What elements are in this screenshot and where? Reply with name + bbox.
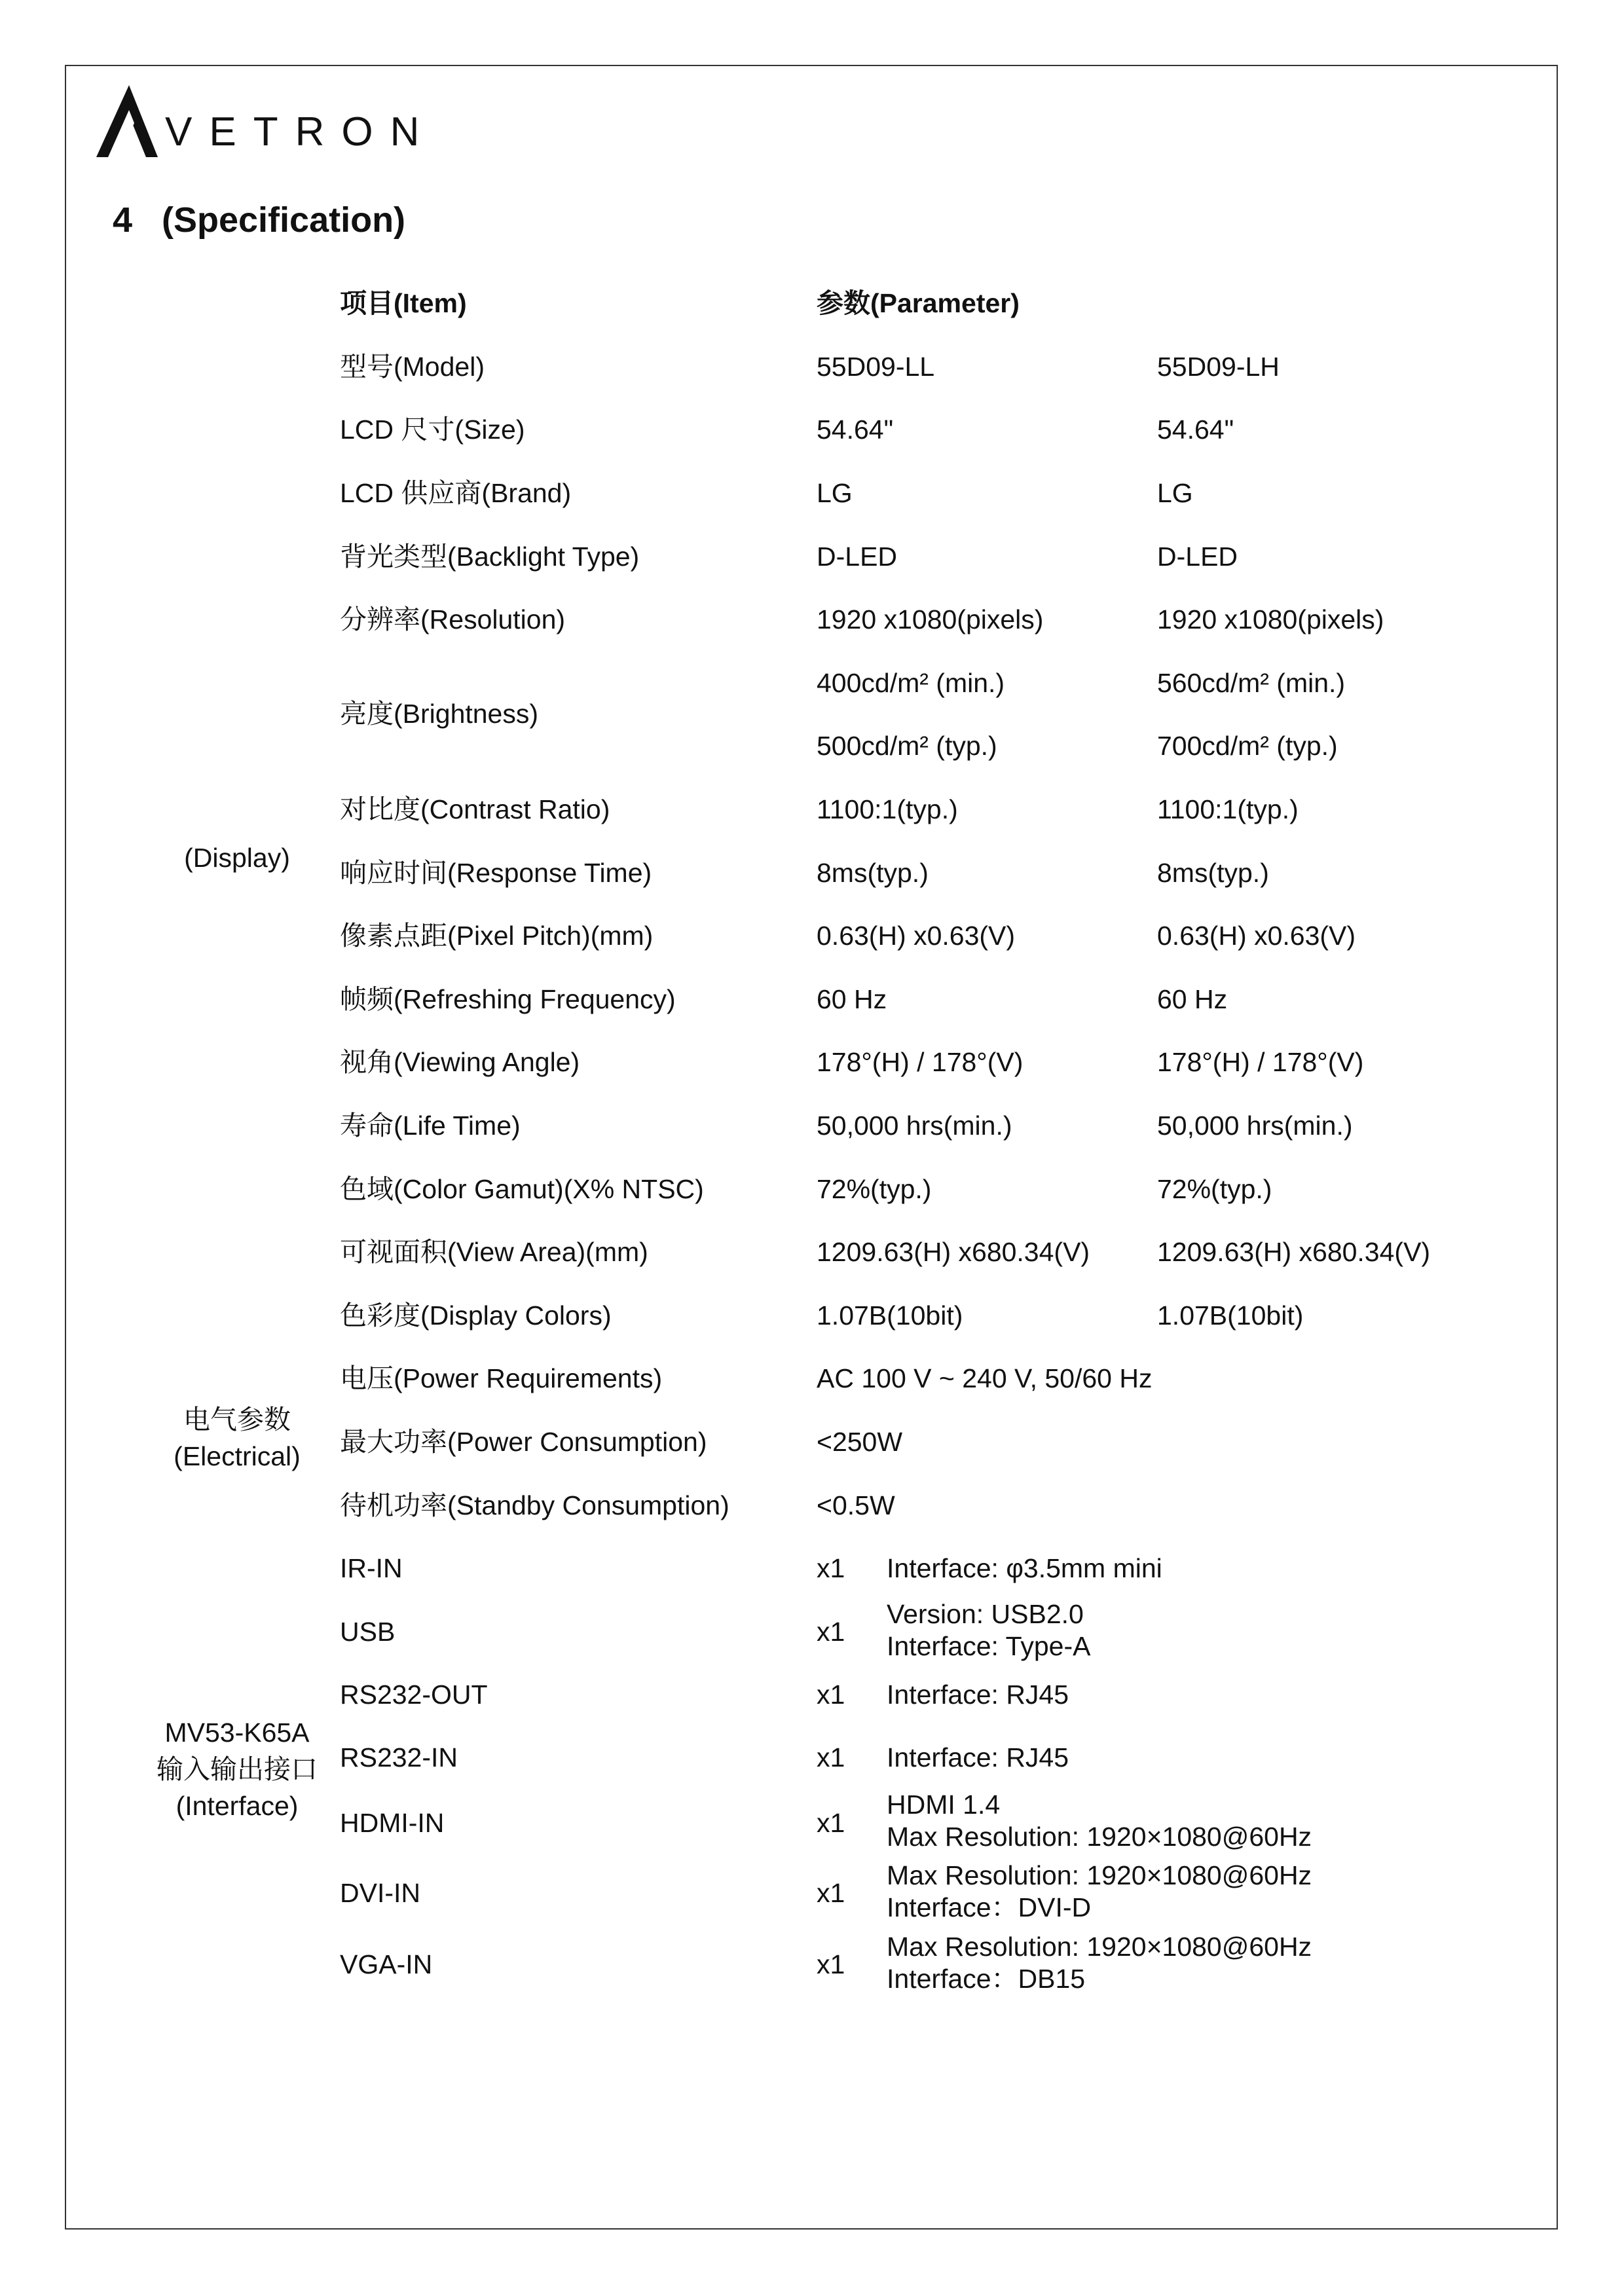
spec-value-lh: 72%(typ.) (1157, 1174, 1272, 1204)
interface-item: RS232-OUT (340, 1680, 488, 1710)
header-parameter: 参数(Parameter) (817, 288, 1020, 318)
spec-item: LCD 供应商(Brand) (340, 478, 572, 508)
spec-value-lh: 60 Hz (1157, 984, 1228, 1014)
interface-item: RS232-IN (340, 1742, 458, 1772)
spec-value-lh: 1100:1(typ.) (1157, 794, 1299, 824)
logo-mark-icon (95, 84, 160, 159)
spec-item: 色彩度(Display Colors) (340, 1300, 612, 1331)
spec-value-ll: 8ms(typ.) (817, 858, 929, 888)
header-item: 项目(Item) (340, 288, 467, 318)
interface-item: IR-IN (340, 1553, 403, 1583)
spec-value-ll: D-LED (817, 542, 898, 572)
interface-qty: x1 (817, 1878, 845, 1908)
interface-detail: Interface: RJ45 (887, 1680, 1069, 1710)
section-title: (Specification) (162, 200, 406, 240)
interface-detail: Max Resolution: 1920×1080@60Hz Interface：DVI-D (887, 1860, 1312, 1922)
spec-value-ll: 400cd/m² (min.) (817, 668, 1005, 698)
spec-value-lh: 178°(H) / 178°(V) (1157, 1047, 1364, 1077)
spec-value: <0.5W (817, 1490, 895, 1520)
spec-value-ll: 0.63(H) x0.63(V) (817, 921, 1016, 951)
interface-qty: x1 (817, 1949, 845, 1979)
spec-item: 像素点距(Pixel Pitch)(mm) (340, 921, 654, 951)
spec-item: 寿命(Life Time) (340, 1111, 521, 1141)
category-display: (Display) (184, 843, 290, 873)
section-number: 4 (113, 200, 133, 240)
spec-value-lh: 1209.63(H) x680.34(V) (1157, 1237, 1431, 1267)
category-electrical: 电气参数 (Electrical) (174, 1405, 301, 1471)
spec-item: 电压(Power Requirements) (340, 1363, 663, 1393)
spec-item: 背光类型(Backlight Type) (340, 542, 640, 572)
spec-value-lh: 8ms(typ.) (1157, 858, 1269, 888)
spec-value-lh: 50,000 hrs(min.) (1157, 1111, 1353, 1141)
spec-value-ll: 1100:1(typ.) (817, 794, 958, 824)
brand-name: VETRON (165, 109, 437, 155)
interface-qty: x1 (817, 1617, 845, 1647)
spec-item: 视角(Viewing Angle) (340, 1047, 580, 1077)
spec-item: LCD 尺寸(Size) (340, 414, 525, 445)
interface-detail: HDMI 1.4 Max Resolution: 1920×1080@60Hz (887, 1790, 1312, 1852)
spec-item: 分辨率(Resolution) (340, 604, 566, 634)
interface-qty: x1 (817, 1553, 845, 1583)
page-border (65, 65, 1558, 2230)
spec-value-ll: 178°(H) / 178°(V) (817, 1047, 1024, 1077)
interface-item: DVI-IN (340, 1878, 420, 1908)
spec-value-lh: 55D09-LH (1157, 352, 1280, 382)
spec-value-lh: LG (1157, 478, 1193, 508)
spec-item: 最大功率(Power Consumption) (340, 1427, 707, 1457)
spec-value-ll: 50,000 hrs(min.) (817, 1111, 1012, 1141)
interface-detail: Interface: RJ45 (887, 1742, 1069, 1772)
spec-value-ll: 1920 x1080(pixels) (817, 604, 1044, 634)
spec-item: 帧频(Refreshing Frequency) (340, 984, 676, 1014)
interface-detail: Interface: φ3.5mm mini (887, 1553, 1162, 1583)
spec-value-ll: 72%(typ.) (817, 1174, 932, 1204)
spec-item: 亮度(Brightness) (340, 699, 539, 729)
interface-item: HDMI-IN (340, 1808, 445, 1838)
spec-value-lh: 1920 x1080(pixels) (1157, 604, 1384, 634)
spec-value-lh: 560cd/m² (min.) (1157, 668, 1346, 698)
spec-value-lh: 1.07B(10bit) (1157, 1300, 1304, 1331)
interface-qty: x1 (817, 1742, 845, 1772)
spec-item: 待机功率(Standby Consumption) (340, 1490, 729, 1520)
interface-qty: x1 (817, 1680, 845, 1710)
spec-value-ll: 54.64" (817, 414, 894, 445)
spec-item: 对比度(Contrast Ratio) (340, 794, 610, 824)
brand-logo (95, 84, 437, 162)
spec-value-lh: 0.63(H) x0.63(V) (1157, 921, 1356, 951)
spec-value-ll: 55D09-LL (817, 352, 935, 382)
section-heading (113, 200, 405, 240)
spec-item: 色域(Color Gamut)(X% NTSC) (340, 1174, 704, 1204)
spec-value-ll: 500cd/m² (typ.) (817, 731, 997, 761)
spec-item: 可视面积(View Area)(mm) (340, 1237, 648, 1267)
interface-item: VGA-IN (340, 1949, 433, 1979)
category-interface: MV53-K65A 输入输出接口 (Interface) (157, 1717, 318, 1821)
spec-value-ll: 1.07B(10bit) (817, 1300, 963, 1331)
interface-detail: Version: USB2.0 Interface: Type-A (887, 1599, 1091, 1661)
interface-qty: x1 (817, 1808, 845, 1838)
spec-value-ll: 60 Hz (817, 984, 887, 1014)
spec-value-lh: 700cd/m² (typ.) (1157, 731, 1338, 761)
spec-item: 响应时间(Response Time) (340, 858, 652, 888)
spec-value-lh: D-LED (1157, 542, 1238, 572)
spec-item: 型号(Model) (340, 352, 485, 382)
interface-item: USB (340, 1617, 396, 1647)
spec-value-ll: LG (817, 478, 853, 508)
interface-detail: Max Resolution: 1920×1080@60Hz Interface：DB15 (887, 1932, 1312, 1994)
spec-value-ll: 1209.63(H) x680.34(V) (817, 1237, 1090, 1267)
spec-value-lh: 54.64" (1157, 414, 1234, 445)
spec-value: <250W (817, 1427, 903, 1457)
spec-value: AC 100 V ~ 240 V, 50/60 Hz (817, 1363, 1153, 1393)
